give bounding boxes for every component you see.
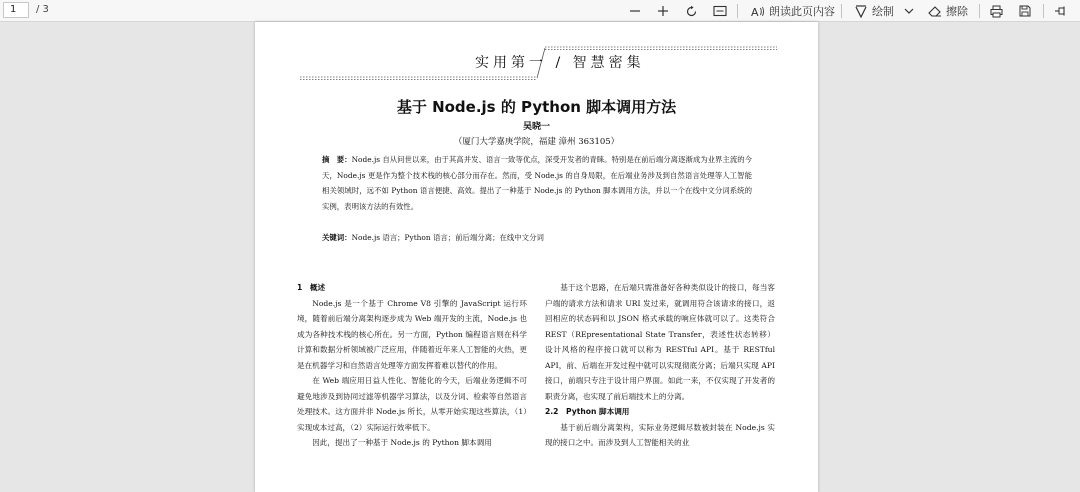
- draw-options-button[interactable]: [904, 2, 914, 20]
- draw-pen-icon: [855, 5, 867, 18]
- subsection-heading: 2.2 Python 脚本调用: [545, 407, 630, 416]
- abstract: [322, 152, 752, 214]
- toolbar-divider: [1043, 4, 1044, 18]
- paragraph: 在 Web 端应用日益人性化、智能化的今天，后端业务逻辑不可避免地涉及到协同过滤等机器学习算法，以及分词、检索等自然语言处理技术。这方面并非 Node.js 所长，从零开始实现这些算法，（1）实现成本过高，（2）实际运行效率低下。: [297, 376, 527, 432]
- draw-label: 绘制: [872, 5, 894, 18]
- read-aloud-icon: [751, 5, 767, 18]
- paper-author: 吴晓一: [522, 122, 550, 132]
- print-button[interactable]: [990, 2, 1003, 20]
- paragraph: 基于这个思路，在后端只需准备好各种类似设计的接口，每当客户端的请求方法和请求 URI 发过来，就调用符合该请求的接口，返回相应的状态码和以 JSON 格式承载的响应体就可以了。这类符合 REST（REpresentational State Transfer，表述性状态转移）设计风格的程序接口就可以称为 RESTful API。基于 RESTful API，前、后端在开发过程中就可以实现彻底分离；后端只实现 API 接口，前端只专注于设计用户界面。如此一来，不仅实现了开发者的职责分离，也实现了前后端技术上的分离。: [545, 283, 775, 401]
- zoom-out-button[interactable]: [629, 2, 641, 20]
- pin-toolbar-button[interactable]: [1054, 2, 1067, 20]
- minus-icon: [629, 5, 641, 17]
- paper-title: 基于 Node.js 的 Python 脚本调用方法: [396, 98, 677, 116]
- left-column: [297, 280, 527, 451]
- page-total: / 3: [36, 4, 49, 15]
- printer-icon: [990, 5, 1003, 18]
- save-button[interactable]: [1019, 2, 1031, 20]
- erase-label: 擦除: [946, 5, 968, 18]
- read-aloud-button[interactable]: [751, 2, 835, 20]
- erase-button[interactable]: [928, 2, 968, 20]
- keywords-text: Node.js 语言；Python 语言；前后端分离；在线中文分词: [351, 233, 544, 242]
- fit-page-icon: [713, 5, 727, 17]
- abstract-text: Node.js 自从问世以来，由于其高并发、语言一致等优点，深受开发者的青睐。特别是在前后端分离逐渐成为业界主流的今天，Node.js 更是作为整个技术栈的核心部分而存在。然而，受 Node.js 的自身局限，在后端业务涉及到自然语言处理等人工智能相关领域时，远不如 Python 语言便捷、高效。提出了一种基于 Node.js 的 Python 脚本调用方法，并以一个在线中文分词系统的实例，表明该方法的有效性。: [322, 155, 752, 211]
- toolbar-divider: [979, 4, 980, 18]
- paragraph: 基于前后端分离架构，实际业务逻辑尽数被封装在 Node.js 实现的接口之中。而涉及到人工智能相关的业: [545, 422, 775, 447]
- eraser-icon: [928, 5, 942, 17]
- zoom-in-button[interactable]: [657, 2, 669, 20]
- abstract-label: 摘 要：: [322, 155, 352, 164]
- viewer-toolbar: [0, 0, 1080, 22]
- svg-text:A: A: [751, 5, 759, 18]
- paragraph: 因此，提出了一种基于 Node.js 的 Python 脚本调用: [312, 438, 492, 447]
- right-column: [545, 280, 775, 451]
- toolbar-divider: [737, 4, 738, 18]
- pin-icon: [1054, 5, 1067, 17]
- page-number-input[interactable]: 1: [3, 2, 29, 18]
- read-aloud-label: 朗读此页内容: [769, 5, 835, 18]
- fit-page-button[interactable]: [713, 2, 727, 20]
- keywords: [322, 232, 544, 243]
- toolbar-divider: [841, 4, 842, 18]
- chevron-down-icon: [904, 7, 914, 15]
- rotate-icon: [685, 5, 698, 18]
- section-heading: 1 概述: [297, 283, 326, 292]
- keywords-label: 关键词：: [322, 233, 352, 242]
- plus-icon: [657, 5, 669, 17]
- paragraph: Node.js 是一个基于 Chrome V8 引擎的 JavaScript 运行环境，随着前后端分离架构逐步成为 Web 端开发的主流，Node.js 也成为各种技术栈的核心所在。另一方面，Python 编程语言则在科学计算和数据分析领域被广泛应用，伴随着近年来人工智能的火热，更是在机器学习和自然语言处理等方面发挥着难以替代的作用。: [297, 298, 527, 370]
- paper-affiliation: （厦门大学嘉庚学院，福建 漳州 363105）: [453, 137, 620, 147]
- save-icon: [1019, 5, 1031, 17]
- document-page: [255, 22, 818, 492]
- rotate-button[interactable]: [685, 2, 698, 20]
- journal-header: 实用第一 / 智慧密集: [475, 55, 645, 71]
- draw-button[interactable]: [855, 2, 894, 20]
